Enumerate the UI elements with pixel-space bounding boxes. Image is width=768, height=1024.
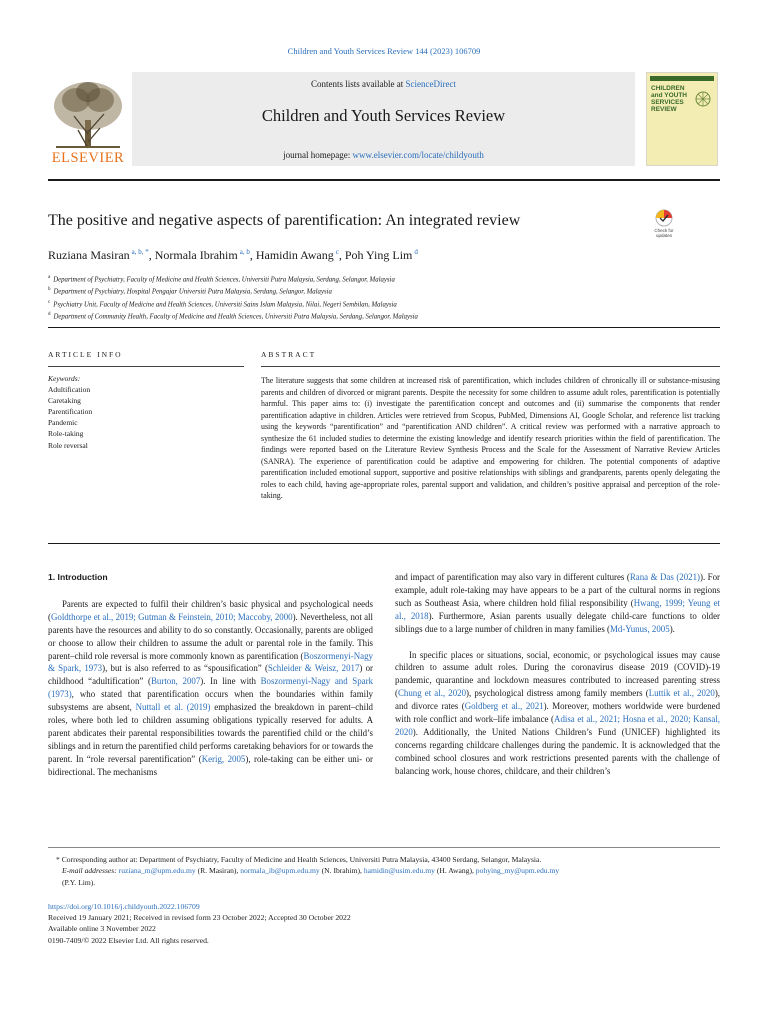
citation-link[interactable]: Schleider & Weisz, 2017 [267,663,360,674]
running-head[interactable] [0,46,768,56]
body-text-run: and impact of parentification may also vary in different cultures ( [395,572,630,582]
abstract-end-rule [48,543,720,544]
body-text-run: ). For example, adult role-taking may have appears to be a part of the cultural norms in regions such as Southeast Asia, where children hold filial responsibility ( [395,572,720,608]
affiliation-text: Department of Psychiatry, Faculty of Medicine and Health Sciences, Universiti Putra Malaysia, Serdang, Selangor, Malaysia [53,276,395,284]
abstract-heading: ABSTRACT [261,350,317,359]
affiliation-list [48,273,418,323]
citation-link[interactable]: Goldthorpe et al., 2019; Gutman & Feinstein, 2010; Maccoby, 2000 [50,611,293,622]
body-text-run: In specific places or situations, social, economic, or psychological issues may cause children to assume adult roles. During the coronavirus disease 2019 (COVID)-19 pandemic, quarantine and lockdown measures contributed to increased parenting stress ( [395,649,720,699]
email-label: E-mail addresses: [62,866,119,876]
keyword-item: Role-taking [48,429,84,439]
author-affiliation-marks[interactable]: d [414,248,418,256]
header-rule [48,179,720,181]
corresponding-author: * Corresponding author at: Department of Psychiatry, Faculty of Medicine and Health Sciences, Universiti Putra Malaysia, 43400 Serdang, Selangor, Malaysia. [56,855,542,864]
body-text-run: ). Nevertheless, not all parents have the resources and ability to do so constantly. Occasionally, parents are obliged or choose to allow their children to assume the adult or parental role in the family. This parent–child role reversal is more commonly known as parentification ( [48,611,373,661]
body-text-run: ), psychological distress among family members ( [466,688,649,699]
body-text-run: ), and divorce rates ( [395,688,720,712]
doi-block [48,901,351,946]
body-column-left [48,571,373,779]
doi-link[interactable]: https://doi.org/10.1016/j.childyouth.2022.106709 [48,902,200,911]
affiliation-key: a [48,275,51,280]
citation-link[interactable]: Md-Yunus, 2005 [610,623,670,634]
body-text-run: , who stated that parentification occurs when the boundaries within family subsystems are absent, [48,689,373,713]
keyword-item: Caretaking [48,396,81,406]
keywords-label: Keywords: [48,374,81,383]
citation-link[interactable]: Goldberg et al., 2021 [464,701,544,712]
journal-cover[interactable] [646,72,718,166]
body-text-run: ). Furthermore, Asian parents usually delegate child-care functions to older siblings due to a large number of children in many families ( [395,610,720,634]
affiliation-text: Department of Psychiatry, Hospital Pengajar Universiti Putra Malaysia, Serdang, Selangor, Malaysia [53,288,332,296]
article-info-rule [48,366,244,367]
article-info-heading: ARTICLE INFO [48,350,123,359]
email-owner: (H. Awang), [434,866,476,876]
cover-band [650,76,714,81]
cover-emblem-icon [693,89,713,109]
copyright: 0190-7409/© 2022 Elsevier Ltd. All rights reserved. [48,935,209,945]
body-text-run: ), but is also referred to as “spousification” ( [102,663,268,674]
body-text-run: ) or childhood “adultification” ( [48,663,373,687]
email-addresses [48,865,720,888]
keyword-list [48,384,92,451]
section-heading-introduction: 1. Introduction [48,572,108,582]
homepage-prefix: journal homepage: [283,150,353,160]
email-link[interactable]: pohying_my@upm.edu.my [475,866,560,876]
crossmark-label: Check for updates [654,228,674,238]
contents-line [132,79,635,89]
author-name: Normala Ibrahim [154,248,238,262]
affiliation-item [48,285,418,297]
article-title: The positive and negative aspects of parentification: An integrated review [48,212,521,229]
body-text-run: ). In line with [200,676,261,687]
affiliation-key: c [48,299,51,305]
citation-link[interactable]: Kerig, 2005 [201,753,246,764]
affiliation-rule [48,327,720,328]
body-column-right [395,571,720,778]
email-link[interactable]: hamidin@usim.edu.my [363,866,435,876]
citation-link[interactable]: Boszormenyi-Nagy & Spark, 1973 [48,650,373,674]
citation-link[interactable]: Chung et al., 2020 [397,688,467,699]
sciencedirect-link[interactable]: ScienceDirect [405,79,456,89]
abstract-text: The literature suggests that some children at increased risk of parentification, which includes children of chronically ill or substance-misusing parents and children of divorced or migrant parents. Despite the necessity for some children to assume adult roles, parentification is potentially harmful. This paper aims to: (i) investigate the parentification concept and outcomes and (ii) summarise the components that render parentification adaptive in children. Articles were retrieved from Scopus, PubMed, Dimensions AI, Google Scholar, and reference list tracking using the keywords “parentification” and “parentification AND children”. A critical review was performed with a narrative approach to synthesize the 61 included studies to determine the existing knowledge and identify research priorities within the field of parentification. The findings were reported based on the Literature Review Synthesis Process and the Scale for the Assessment of Narrative Review Articles (SANRA). The experience of parentification could be adaptive and empowering for children. The potential components of adaptive parentification included emotional support, supportive and positive relationships with siblings and grandparents, parents openly delegating the roles to each child, having age-appropriate roles, parental support and validation, and children’s positive appraisal and perception of the role-taking. [261,376,720,500]
citation-link[interactable]: Hwang, 1999; Yeung et al., 2018 [395,597,720,621]
cover-title: CHILDREN and YOUTH SERVICES REVIEW [651,85,687,113]
citation-link[interactable]: Rana & Das (2021) [629,572,700,582]
body-text-run: ), role-taking can be either uni- or bidirectional. The mechanisms [48,753,373,777]
author-list: Ruziana Masiran $^{a, b, *}$, Normala Ibrahim $^{a, b}$, Hamidin Awang $^c$, Poh Ying Lim $^d$ [48,248,418,262]
email-tail: (P.Y. Lim). [62,877,96,887]
paragraph-intro-2 [395,649,720,778]
citation-link[interactable]: Nuttall et al. (2019) [135,702,211,713]
body-text-run: emphasized the breakdown in parent–child roles, where both led to children assuming obligations typically reserved for adults. A parent abdicates their parental responsibilities towards the parentified child or the child’s siblings and in return the parentified child performs caretaking behaviors for or towards the parent. In “role reversal parentification” ( [48,702,373,764]
keyword-item: Adultification [48,385,91,395]
email-owner: (R. Masiran), [195,866,241,876]
citation-link[interactable]: Adisa et al., 2021; Hosna et al., 2020; Kansal, 2020 [395,714,720,737]
keyword-item: Pandemic [48,418,78,428]
online-date: Available online 3 November 2022 [48,924,156,934]
journal-title: Children and Youth Services Review [261,106,506,125]
author-name: Hamidin Awang [255,248,334,262]
elsevier-wordmark: ELSEVIER [51,150,125,166]
footnote-rule [48,847,720,848]
paragraph-intro-1-cont [395,571,720,636]
affiliation-text: Department of Community Health, Faculty of Medicine and Health Sciences, Universiti Putra Malaysia, Serdang, Selangor, Malaysia [53,313,418,321]
email-link[interactable]: ruziana_m@upm.edu.my [118,866,196,876]
body-text-run: ). [669,623,675,634]
keyword-item: Parentification [48,407,93,417]
running-head-link[interactable]: Children and Youth Services Review 144 (2023) 106709 [287,46,481,56]
citation-link[interactable]: Boszormenyi-Nagy and Spark (1973) [48,676,374,700]
citation-link[interactable]: Luttik et al., 2020 [648,688,715,699]
homepage-link[interactable]: www.elsevier.com/locate/childyouth [352,150,484,160]
keyword-item: Role reversal [48,440,88,450]
affiliation-text: Psychiatry Unit, Faculty of Medicine and Health Sciences, Universiti Sains Islam Malaysia, Nilai, Negeri Sembilan, Malaysia [53,301,397,309]
affiliation-key: b [48,287,51,293]
keywords-block [48,373,92,451]
affiliation-item [48,273,418,285]
body-text-run: ). Moreover, mothers worldwide were burdened with role conflict and work–life imbalance ( [395,701,721,725]
affiliation-item [48,310,418,322]
author-name: Ruziana Masiran [48,248,130,262]
abstract-rule [261,366,720,367]
affiliation-key: d [48,312,51,318]
body-text-run: ). Additionally, the United Nations Children’s Fund (UNICEF) highlighted its concerns regarding childcare challenges during the pandemic. It is acknowledged that the combined school closures and work restrictions presented parents with the challenge of balancing work, house chores, childcare, and their children’s [395,726,720,776]
masthead [48,72,720,166]
body-text-run: Parents are expected to fulfil their children’s basic physical and psychological needs ( [48,598,373,622]
author-affiliation-marks[interactable]: a, b [239,248,250,256]
check-for-updates-badge[interactable] [646,208,682,238]
citation-link[interactable]: Burton, 2007 [151,676,201,687]
paragraph-intro-1 [48,598,373,779]
elsevier-logo[interactable] [48,72,128,166]
author-affiliation-marks[interactable]: a, b, * [131,248,149,256]
affiliation-item [48,298,418,310]
paragraph-gap [395,636,720,649]
email-link[interactable]: normala_ib@upm.edu.my [240,866,320,876]
corresponding-footnote [48,854,720,888]
author-name: Poh Ying Lim [344,248,413,262]
homepage-line [132,150,635,160]
contents-prefix: Contents lists available at [311,79,406,89]
journal-banner [132,72,635,166]
author-affiliation-marks[interactable]: c [335,248,339,256]
email-owner: (N. Ibrahim), [319,866,364,876]
received-dates: Received 19 January 2021; Received in revised form 23 October 2022; Accepted 30 October 2022 [48,913,351,923]
